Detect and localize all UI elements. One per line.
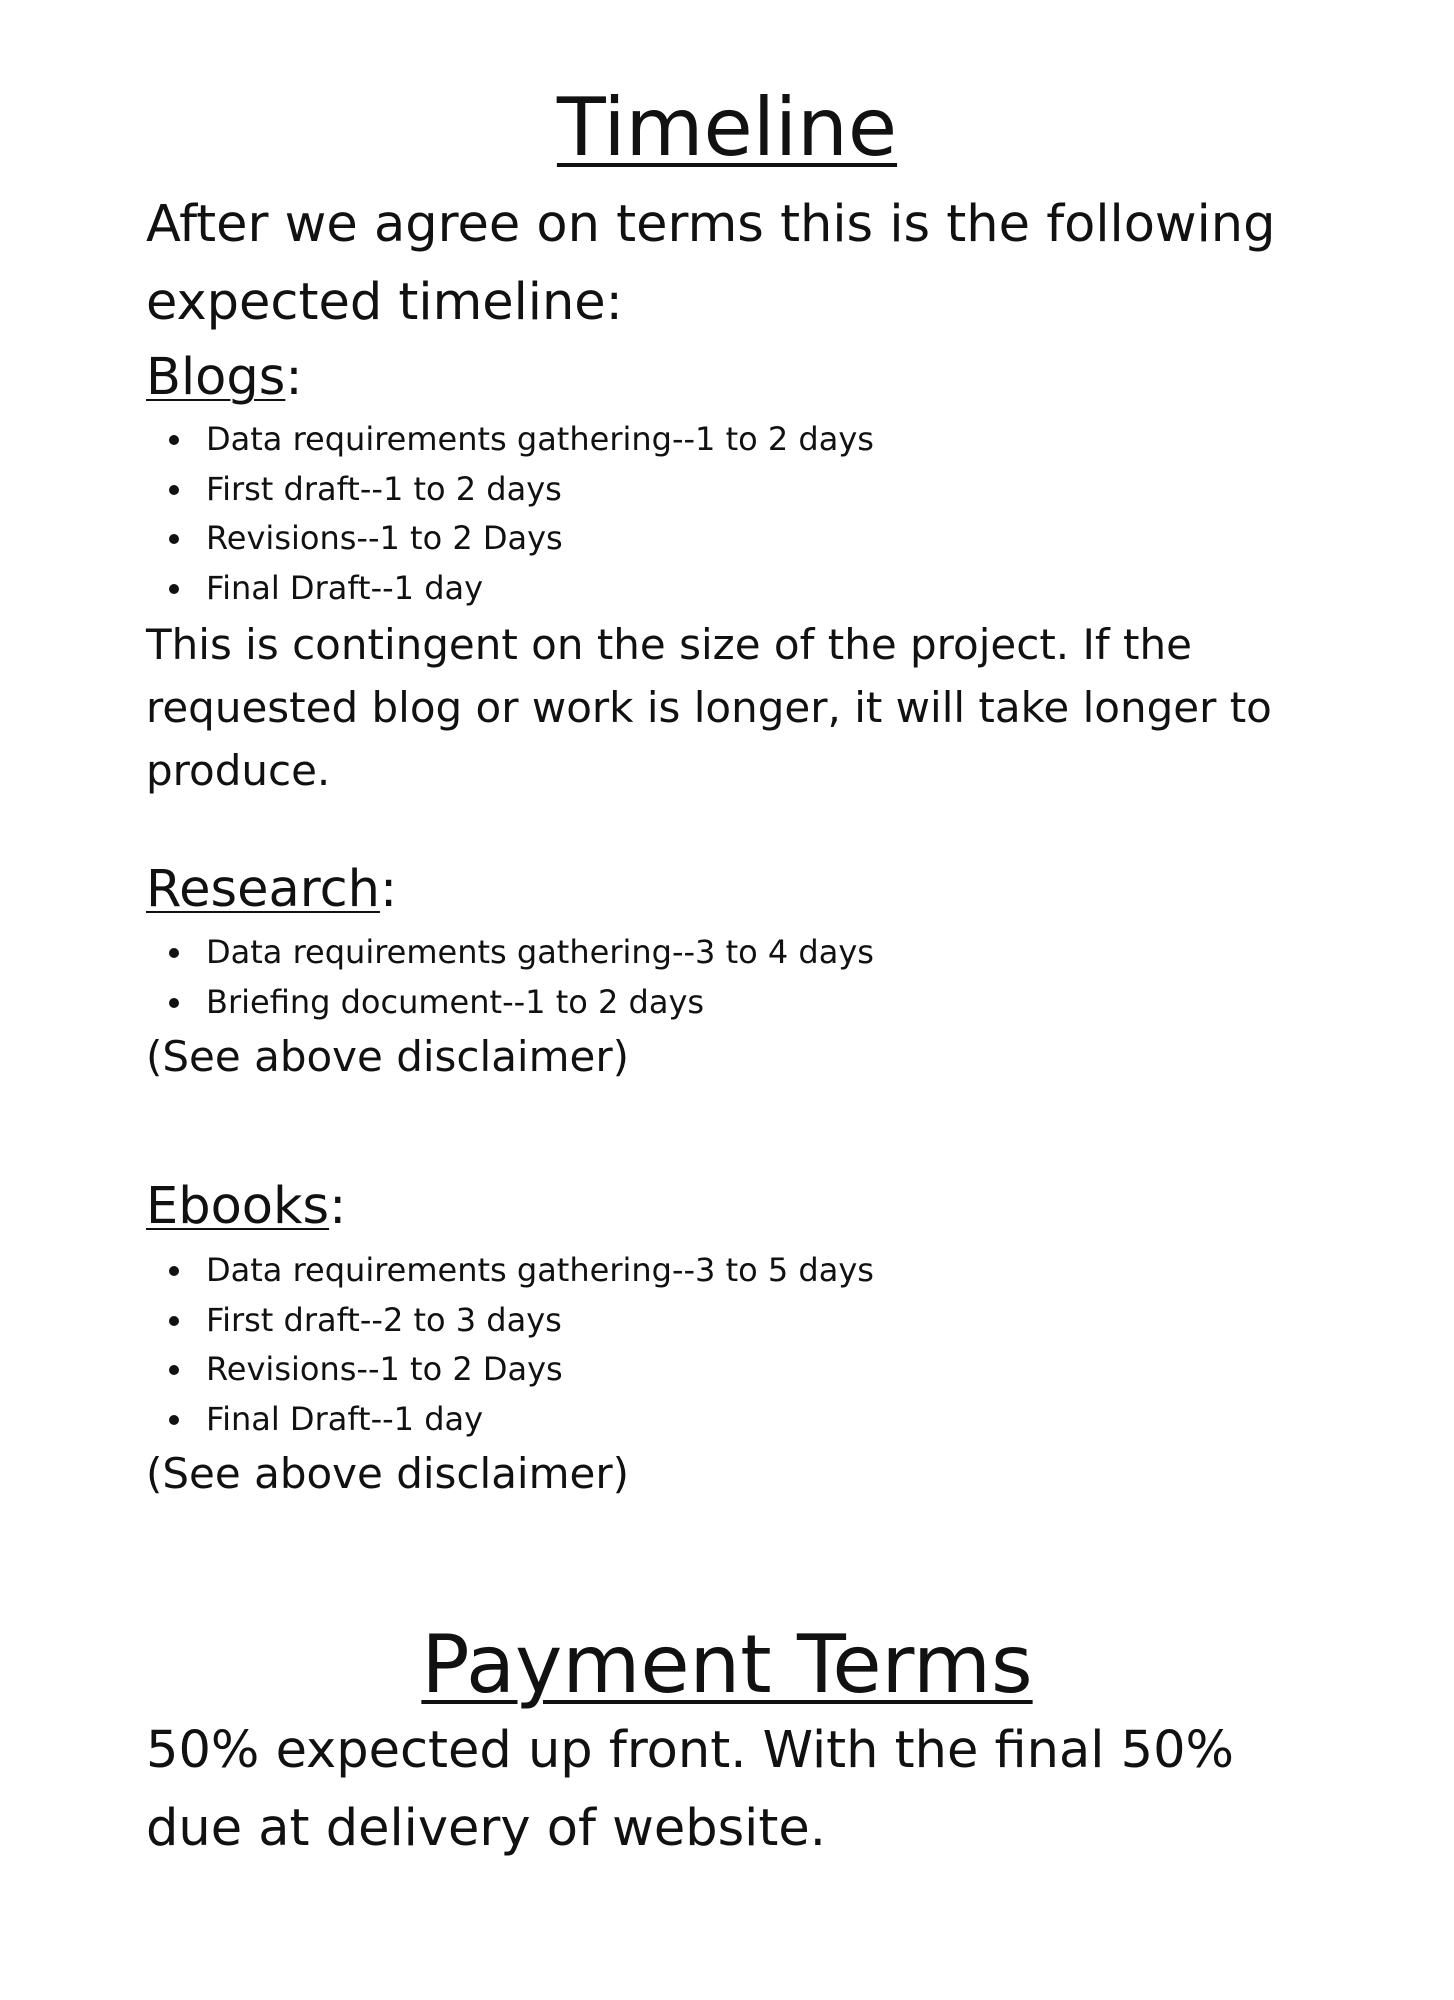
list-item: Final Draft--1 day	[146, 564, 874, 614]
payment-terms-title-text: Payment Terms	[421, 1618, 1033, 1711]
blogs-list	[146, 415, 874, 613]
ebooks-disclaimer: (See above disclaimer)	[146, 1449, 629, 1498]
ebooks-heading: Ebooks:	[146, 1177, 347, 1236]
research-disclaimer: (See above disclaimer)	[146, 1032, 629, 1081]
ebooks-heading-label: Ebooks	[146, 1177, 330, 1236]
list-item: Data requirements gathering--1 to 2 days	[146, 415, 874, 465]
list-item: Revisions--1 to 2 Days	[146, 1345, 874, 1395]
timeline-intro: After we agree on terms this is the following expected timeline:	[146, 195, 1276, 332]
research-heading-label: Research	[146, 860, 380, 919]
list-item: First draft--1 to 2 days	[146, 465, 874, 515]
list-item: Final Draft--1 day	[146, 1395, 874, 1445]
timeline-title-text: Timeline	[556, 81, 898, 174]
list-item: Data requirements gathering--3 to 4 days	[146, 928, 874, 978]
list-item: First draft--2 to 3 days	[146, 1296, 874, 1346]
research-heading: Research:	[146, 860, 398, 919]
blogs-disclaimer: This is contingent on the size of the project. If the requested blog or work is longer, it will take longer to produce.	[146, 620, 1272, 795]
list-item: Briefing document--1 to 2 days	[146, 978, 874, 1028]
list-item: Data requirements gathering--3 to 5 days	[146, 1246, 874, 1296]
blogs-heading: Blogs:	[146, 348, 303, 407]
blogs-heading-label: Blogs	[146, 348, 286, 407]
timeline-title	[0, 81, 1454, 174]
payment-terms-title	[0, 1618, 1454, 1711]
research-list	[146, 928, 874, 1027]
payment-terms-text: 50% expected up front. With the final 50% due at delivery of website.	[146, 1721, 1234, 1858]
ebooks-list	[146, 1246, 874, 1444]
list-item: Revisions--1 to 2 Days	[146, 514, 874, 564]
